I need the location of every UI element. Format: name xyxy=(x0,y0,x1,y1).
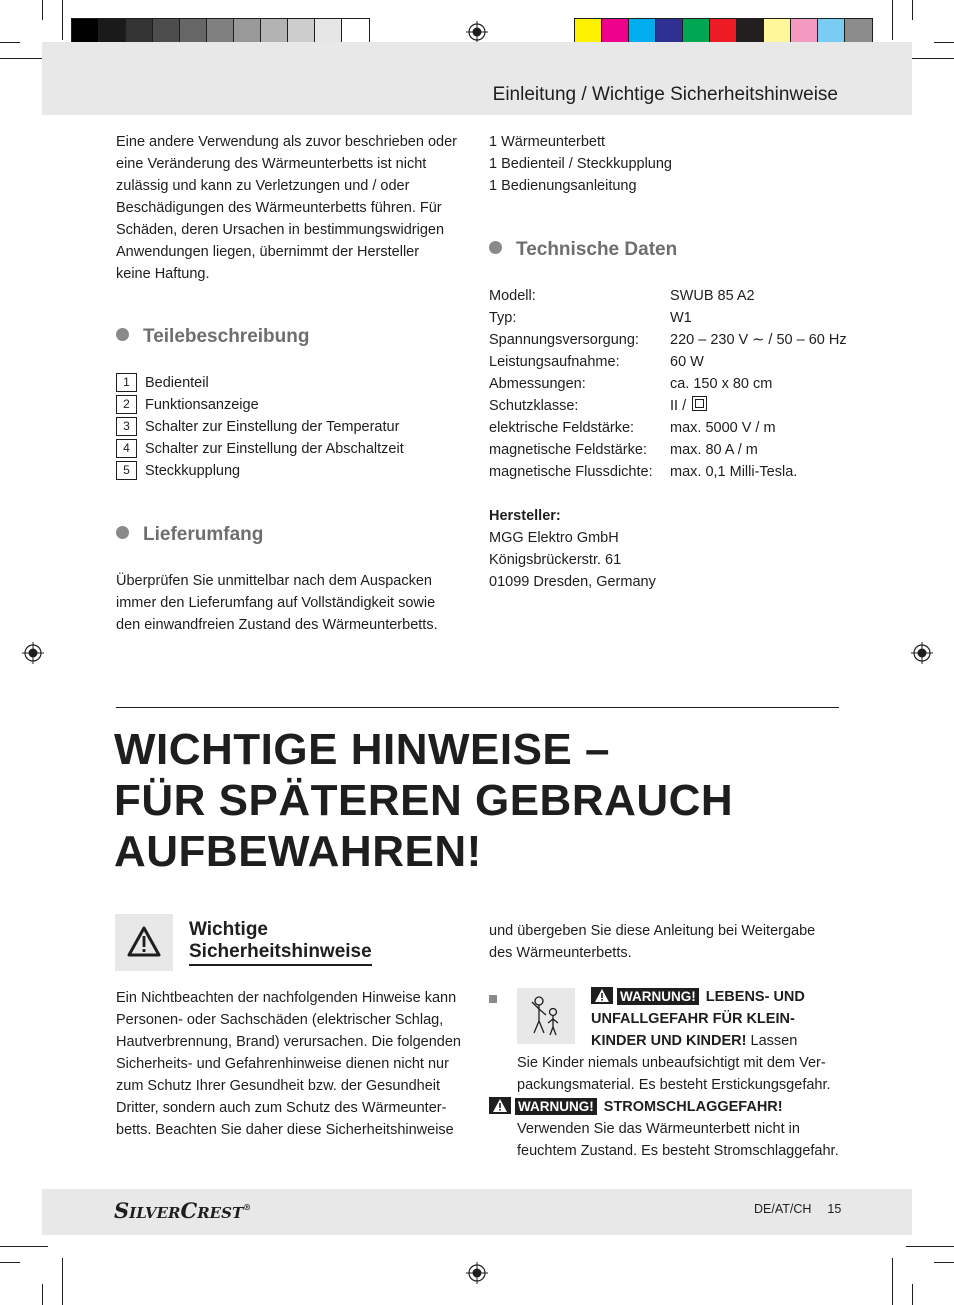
spec-value: max. 0,1 Milli-Tesla. xyxy=(670,464,798,480)
spec-value: SWUB 85 A2 xyxy=(670,288,755,304)
warning-electric-shock-text xyxy=(517,1118,839,1162)
text-line: Königsbrückerstr. 61 xyxy=(489,552,622,568)
page-header-title: Einleitung / Wichtige Sicherheitshinweise xyxy=(492,84,838,105)
spec-key: Typ: xyxy=(489,310,517,326)
section-heading-technische-daten xyxy=(489,239,677,261)
section-heading-lieferumfang xyxy=(116,524,263,546)
logo-letters: ILVER xyxy=(129,1204,181,1222)
part-number: 5 xyxy=(116,461,137,480)
title-line: WICHTIGE HINWEISE – xyxy=(114,725,610,774)
part-label: Steckkupplung xyxy=(145,463,241,479)
registration-mark-icon xyxy=(466,21,488,43)
logo-letter: C xyxy=(180,1198,198,1223)
text-line: keine Haftung. xyxy=(116,266,210,282)
text-line: eine Veränderung des Wärmeunterbetts ist nicht xyxy=(116,156,427,172)
warning-title: LEBENS- UND xyxy=(705,989,805,1005)
warning-triangle-box xyxy=(115,914,173,971)
warning-text: Lassen xyxy=(750,1033,798,1049)
part-number: 4 xyxy=(116,439,137,458)
text-line: zum Schutz Ihrer Gesundheit bzw. der Gesundheit xyxy=(116,1078,441,1094)
children-icon xyxy=(517,988,575,1044)
part-item xyxy=(116,416,399,438)
spec-key: Schutzklasse: xyxy=(489,398,579,414)
title-line: FÜR SPÄTEREN GEBRAUCH xyxy=(114,776,734,825)
warning-sign-icon xyxy=(591,987,613,1004)
warning-suffocation xyxy=(591,986,805,1052)
text-line: betts. Beachten Sie daher diese Sicherheitshinweise xyxy=(116,1122,454,1138)
warning-text: feuchtem Zustand. Es besteht Stromschlaggefahr. xyxy=(517,1143,839,1159)
spec-value: max. 5000 V / m xyxy=(670,420,776,436)
heading-text: Technische Daten xyxy=(516,239,678,260)
warning-text: Verwenden Sie das Wärmeunterbett nicht in xyxy=(517,1121,800,1137)
spec-value-protection-class xyxy=(670,395,707,417)
crop-mark xyxy=(906,1246,954,1247)
spec-value: ca. 150 x 80 cm xyxy=(670,376,773,392)
locale-label: DE/AT/CH xyxy=(754,1202,812,1216)
footer-page-info xyxy=(754,1202,841,1216)
crop-mark xyxy=(892,0,893,40)
crop-mark xyxy=(62,0,63,40)
part-number: 1 xyxy=(116,373,137,392)
crop-mark xyxy=(0,1262,20,1263)
child-warning-pictogram xyxy=(517,988,575,1044)
bullet-dot-icon xyxy=(489,241,502,254)
text-line: Sicherheits- und Gefahrenhinweise dienen nicht nur xyxy=(116,1056,449,1072)
bullet-dot-icon xyxy=(116,328,129,341)
bullet-dot-icon xyxy=(116,526,129,539)
crop-mark xyxy=(934,1262,954,1263)
text-line: MGG Elektro GmbH xyxy=(489,530,619,546)
crop-mark xyxy=(42,1284,43,1305)
warning-title: UNFALLGEFAHR FÜR KLEIN- xyxy=(591,1011,795,1027)
logo-letter: S xyxy=(114,1198,130,1223)
spec-key: Spannungsversorgung: xyxy=(489,332,639,348)
contents-list xyxy=(489,131,672,197)
title-line: AUFBEWAHREN! xyxy=(114,827,482,876)
warning-sign-icon xyxy=(489,1097,511,1114)
crop-mark xyxy=(42,0,43,20)
text-line: Dritter, sondern auch zum Schutz des Wärmeunter- xyxy=(116,1100,447,1116)
lieferumfang-paragraph xyxy=(116,570,438,636)
manufacturer-heading: Hersteller: xyxy=(489,508,561,524)
text-line: zulässig und kann zu Verletzungen und / oder xyxy=(116,178,410,194)
logo-letters: REST xyxy=(197,1204,244,1222)
registration-mark-icon xyxy=(22,642,44,664)
important-notice-title xyxy=(114,724,733,877)
part-label: Funktionsanzeige xyxy=(145,397,259,413)
heading-text: Teilebeschreibung xyxy=(143,326,310,347)
crop-mark xyxy=(934,42,954,43)
spec-key: Modell: xyxy=(489,288,536,304)
list-item: 1 Bedienteil / Steckkupplung xyxy=(489,156,672,172)
protection-class-ii-icon xyxy=(692,396,707,411)
text-line: Überprüfen Sie unmittelbar nach dem Auspacken xyxy=(116,573,432,589)
page-number: 15 xyxy=(827,1202,842,1216)
part-number: 2 xyxy=(116,395,137,414)
spec-value: W1 xyxy=(670,310,692,326)
spec-key: elektrische Feldstärke: xyxy=(489,420,635,436)
warning-text: packungsmaterial. Es besteht Erstickungsgefahr. xyxy=(517,1077,831,1093)
spec-key: Leistungsaufnahme: xyxy=(489,354,620,370)
part-label: Schalter zur Einstellung der Abschaltzeit xyxy=(145,441,404,457)
text-line: und übergeben Sie diese Anleitung bei Weitergabe xyxy=(489,923,816,939)
spec-value: 220 – 230 V ∼ / 50 – 60 Hz xyxy=(670,332,847,348)
part-item xyxy=(116,438,404,460)
list-item: 1 Bedienungsanleitung xyxy=(489,178,637,194)
part-item xyxy=(116,394,259,416)
text-line: Personen- oder Sachschäden (elektrischer Schlag, xyxy=(116,1012,444,1028)
text-line: 01099 Dresden, Germany xyxy=(489,574,656,590)
manufacturer-block xyxy=(489,505,656,593)
spec-value: II / xyxy=(670,398,691,414)
warning-label: WARNUNG! xyxy=(617,988,699,1005)
warning-title: STROMSCHLAGGEFAHR! xyxy=(603,1099,783,1115)
trademark-symbol: ® xyxy=(243,1202,252,1212)
bullet-square-icon xyxy=(489,995,497,1003)
text-line: immer den Lieferumfang auf Vollständigkeit sowie xyxy=(116,595,436,611)
crop-mark xyxy=(0,1246,48,1247)
text-line: den einwandfreien Zustand des Wärmeunterbetts. xyxy=(116,617,438,633)
part-label: Schalter zur Einstellung der Temperatur xyxy=(145,419,400,435)
warning-text: Sie Kinder niemals unbeaufsichtigt mit dem Ver- xyxy=(517,1055,826,1071)
warning-electric-shock xyxy=(489,1096,783,1118)
intro-paragraph xyxy=(116,131,457,285)
crop-mark xyxy=(62,1258,63,1305)
registration-mark-icon xyxy=(911,642,933,664)
brand-logo xyxy=(114,1198,251,1223)
safety-intro-continued xyxy=(489,920,815,964)
crop-mark xyxy=(0,58,48,59)
crop-mark xyxy=(912,1284,913,1305)
crop-mark xyxy=(906,58,954,59)
warning-triangle-icon xyxy=(115,914,173,971)
crop-mark xyxy=(892,1258,893,1305)
part-number: 3 xyxy=(116,417,137,436)
list-item: 1 Wärmeunterbett xyxy=(489,134,606,150)
crop-mark xyxy=(0,42,20,43)
spec-key: magnetische Flussdichte: xyxy=(489,464,653,480)
heading-text: Lieferumfang xyxy=(143,524,264,545)
heading-line: Wichtige xyxy=(189,919,268,940)
divider xyxy=(116,707,839,708)
warning-suffocation-text xyxy=(517,1052,831,1096)
text-line: Schäden, deren Ursachen in bestimmungswidrigen xyxy=(116,222,445,238)
spec-key: Abmessungen: xyxy=(489,376,586,392)
crop-mark xyxy=(912,0,913,20)
text-line: Beschädigungen des Wärmeunterbetts führen. Für xyxy=(116,200,442,216)
section-heading-teilebeschreibung xyxy=(116,326,309,348)
heading-line: Sicherheitshinweise xyxy=(189,941,372,966)
text-line: Ein Nichtbeachten der nachfolgenden Hinweise kann xyxy=(116,990,457,1006)
part-item xyxy=(116,460,240,482)
spec-value: max. 80 A / m xyxy=(670,442,758,458)
text-line: Eine andere Verwendung als zuvor beschrieben oder xyxy=(116,134,457,150)
spec-key: magnetische Feldstärke: xyxy=(489,442,647,458)
registration-mark-icon xyxy=(466,1262,488,1284)
text-line: Hautverbrennung, Brand) verursachen. Die folgenden xyxy=(116,1034,461,1050)
text-line: des Wärmeunterbetts. xyxy=(489,945,632,961)
part-item xyxy=(116,372,209,394)
warning-label: WARNUNG! xyxy=(515,1098,597,1115)
part-label: Bedienteil xyxy=(145,375,209,391)
safety-intro-paragraph xyxy=(116,987,461,1141)
safety-heading xyxy=(189,919,372,966)
spec-value: 60 W xyxy=(670,354,704,370)
warning-title: KINDER UND KINDER! xyxy=(591,1033,747,1049)
text-line: Anwendungen liegen, übernimmt der Hersteller xyxy=(116,244,420,260)
